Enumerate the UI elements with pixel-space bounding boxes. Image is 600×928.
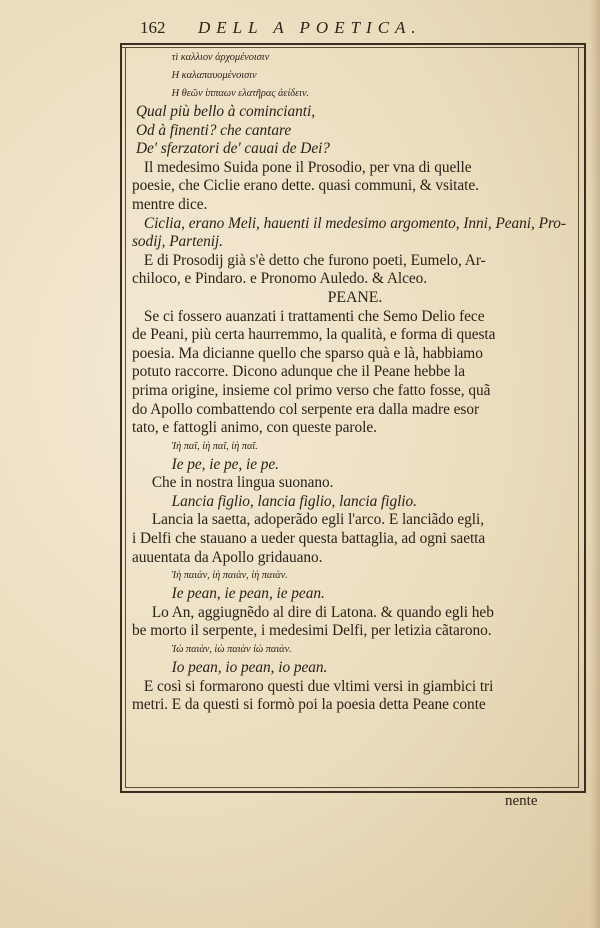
text-line: sodij, Partenij. [132,233,223,251]
text-line: E di Prosodij già s'è detto che furono poeti, Eumelo, Ar- [143,251,486,269]
text-line: tato, e fattogli animo, con queste parole. [132,419,377,437]
page-header [120,12,584,42]
text-line: i Delfi che stauano a ueder questa battaglia, ad ogni saetta [132,530,486,548]
text-line: Io pean, io pean, io pean. [171,659,328,677]
text-line: Lancia figlio, lancia figlio, lancia figlio. [171,492,417,510]
text-line: auuentata da Apollo gridauano. [132,548,323,566]
text-line: mentre dice. [132,195,208,213]
running-title: DELL A POETICA. [198,18,422,37]
text-line: Ie pean, ie pean, ie pean. [171,585,325,603]
text-line: be morto il serpente, i medesimi Delfi, per letizia cãtarono. [132,622,492,640]
text-line: Se ci fossero auanzati i trattamenti che Semo Delio fece [143,307,485,325]
catchword: nente [505,793,538,809]
page-edge-shadow [590,0,600,928]
text-line: E così si formarono questi due vltimi versi in giambici tri [143,677,494,695]
text-line: Od à finenti? che cantare [135,121,292,139]
text-line: chiloco, e Pindaro. e Pronomo Auledo. & Alceo. [132,270,428,288]
greek-verse-line: Ἰὴ παιὰν, ἰὴ παιὰν, ἰὴ παιὰν. [171,570,288,582]
text-line: prima origine, insieme col primo verso che fatto fosse, quã [132,381,491,399]
text-block [132,49,582,715]
greek-verse-line: Η θεῶν ἰππαων ελατῆρας ἀείδειν. [171,88,310,99]
section-heading: PEANE. [327,288,383,306]
greek-verse-line: Ἰὴ παῖ, ἰὴ παῖ, ἰὴ παῖ. [171,440,258,452]
text-line: Ie pe, ie pe, ie pe. [171,455,279,473]
text-line: de Peani, più certa haurremmo, la qualità, e forma di questa [132,326,496,344]
text-line: potuto raccorre. Dicono adunque che il Peane hebbe la [132,363,466,381]
text-line: do Apollo combattendo col serpente era dalla madre esor [132,400,480,418]
greek-verse-line: Ἰὼ παιὰν, ἰὼ παιὰν ἰὼ παιὰν. [171,644,292,656]
text-line: Il medesimo Suida pone il Prosodio, per vna di quelle [143,158,472,176]
greek-verse-line: Η καλαπαυομένοισιν [171,70,257,81]
text-line: metri. E da questi si formò poi la poesia detta Peane conte [132,696,486,714]
page-number: 162 [140,18,166,37]
text-line: Qual più bello à comincianti, [135,103,315,120]
greek-verse-line: τì καλλιον ἀρχομένοισιν [171,52,270,63]
text-line: Lancia la saetta, adoperãdo egli l'arco. E lanciãdo egli, [151,511,484,529]
text-line: Ciclia, erano Meli, hauenti il medesimo argomento, Inni, Peani, Pro- [143,214,567,232]
text-line: poesie, che Ciclie erano dette. quasi communi, & vsitate. [132,177,479,195]
text-line: Lo An, aggiugnẽdo al dire di Latona. & quando egli heb [151,603,494,621]
text-line: De' sferzatori de' cauai de Dei? [135,140,330,158]
text-line: poesia. Ma dicianne quello che sparso quà e là, habbiamo [132,344,483,362]
text-line: Che in nostra lingua suonano. [151,474,334,492]
